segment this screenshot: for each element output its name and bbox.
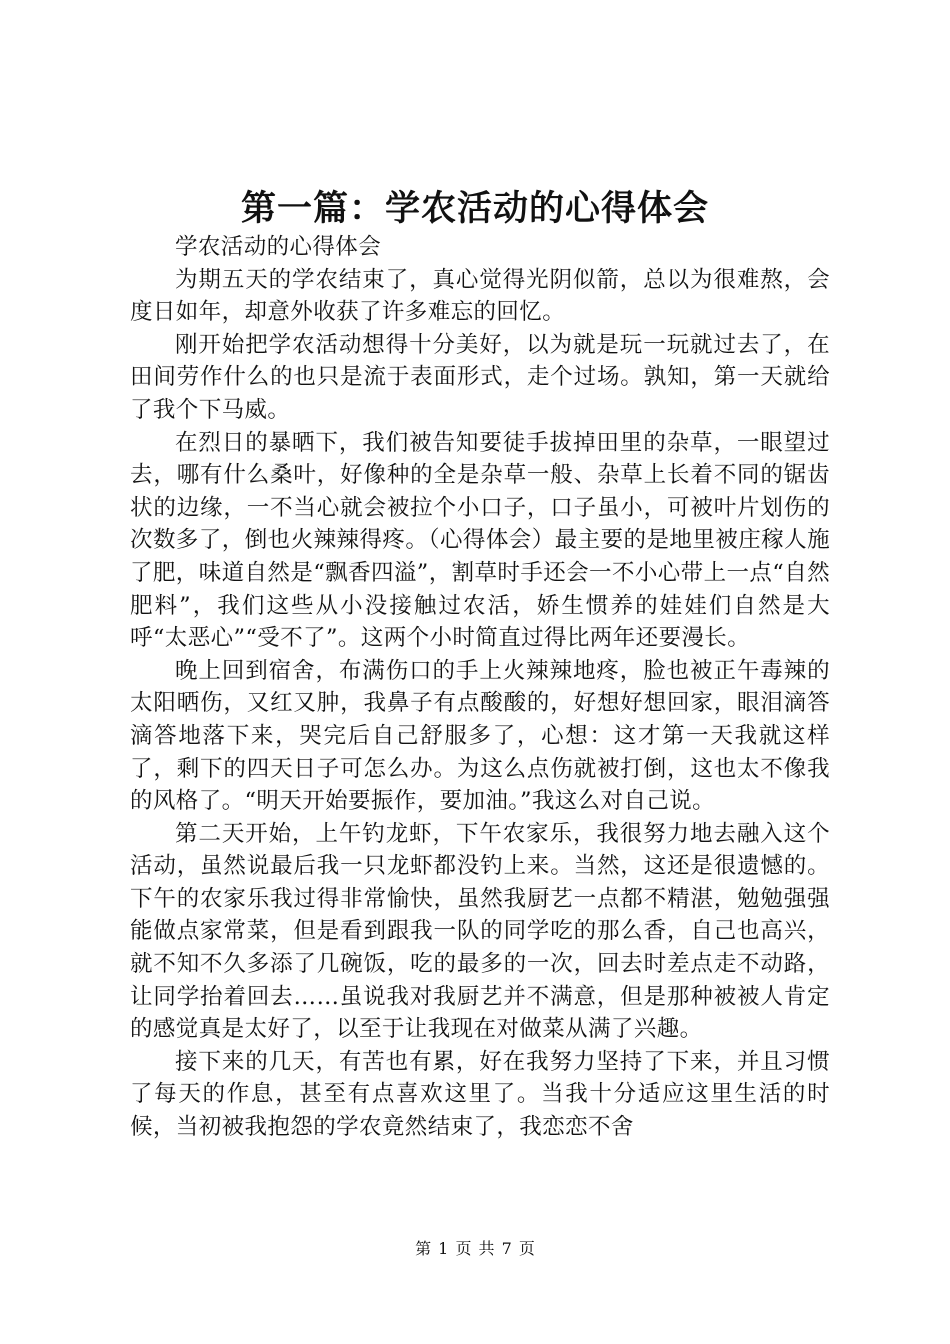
paragraph-3: 在烈日的暴晒下，我们被告知要徒手拔掉田里的杂草，一眼望过去，哪有什么桑叶，好像种的全是杂草一般、杂草上长着不同的锯齿状的边缘，一不当心就会被拉个小口子，口子虽小，可被叶片划伤的次数多了，倒也火辣辣得疼。（心得体会）最主要的是地里被庄稼人施了肥，味道自然是“飘香四溢”，割草时手还会一不小心带上一点“自然肥料”，我们这些从小没接触过农活，娇生惯养的娃娃们自然是大呼“太恶心”“受不了”。这两个小时简直过得比两年还要漫长。: [130, 429, 830, 652]
paragraph-5: 第二天开始，上午钓龙虾，下午农家乐，我很努力地去融入这个活动，虽然说最后我一只龙虾都没钓上来。当然，这还是很遗憾的。下午的农家乐我过得非常愉快，虽然我厨艺一点都不精湛，勉勉强强能做点家常菜，但是看到跟我一队的同学吃的那么香，自己也高兴，就不知不久多添了几碗饭，吃的最多的一次，回去时差点走不动路，让同学抬着回去……虽说我对我厨艺并不满意，但是那种被被人肯定的感觉真是太好了，以至于让我现在对做菜从满了兴趣。: [130, 820, 830, 1043]
paragraph-6: 接下来的几天，有苦也有累，好在我努力坚持了下来，并且习惯了每天的作息，甚至有点喜欢这里了。当我十分适应这里生活的时候，当初被我抱怨的学农竟然结束了，我恋恋不舍: [130, 1048, 830, 1141]
document-body: [130, 231, 830, 1144]
document-title: 第一篇：学农活动的心得体会: [240, 188, 709, 229]
paragraph-1: 为期五天的学农结束了，真心觉得光阴似箭，总以为很难熬，会度日如年，却意外收获了许多难忘的回忆。: [130, 266, 830, 326]
paragraph-2: 刚开始把学农活动想得十分美好，以为就是玩一玩就过去了，在田间劳作什么的也只是流于表面形式，走个过场。孰知，第一天就给了我个下马威。: [130, 331, 830, 423]
paragraph-4: 晚上回到宿舍，布满伤口的手上火辣辣地疼，脸也被正午毒辣的太阳晒伤，又红又肿，我鼻子有点酸酸的，好想好想回家，眼泪滴答滴答地落下来，哭完后自己舒服多了，心想：这才第一天我就这样了，剩下的四天日子可怎么办。为这么点伤就被打倒，这也太不像我的风格了。“明天开始要振作，要加油。”我这么对自己说。: [130, 657, 830, 815]
page-footer: 第 1 页 共 7 页: [415, 1239, 535, 1258]
paragraph-subtitle: 学农活动的心得体会: [175, 234, 382, 260]
